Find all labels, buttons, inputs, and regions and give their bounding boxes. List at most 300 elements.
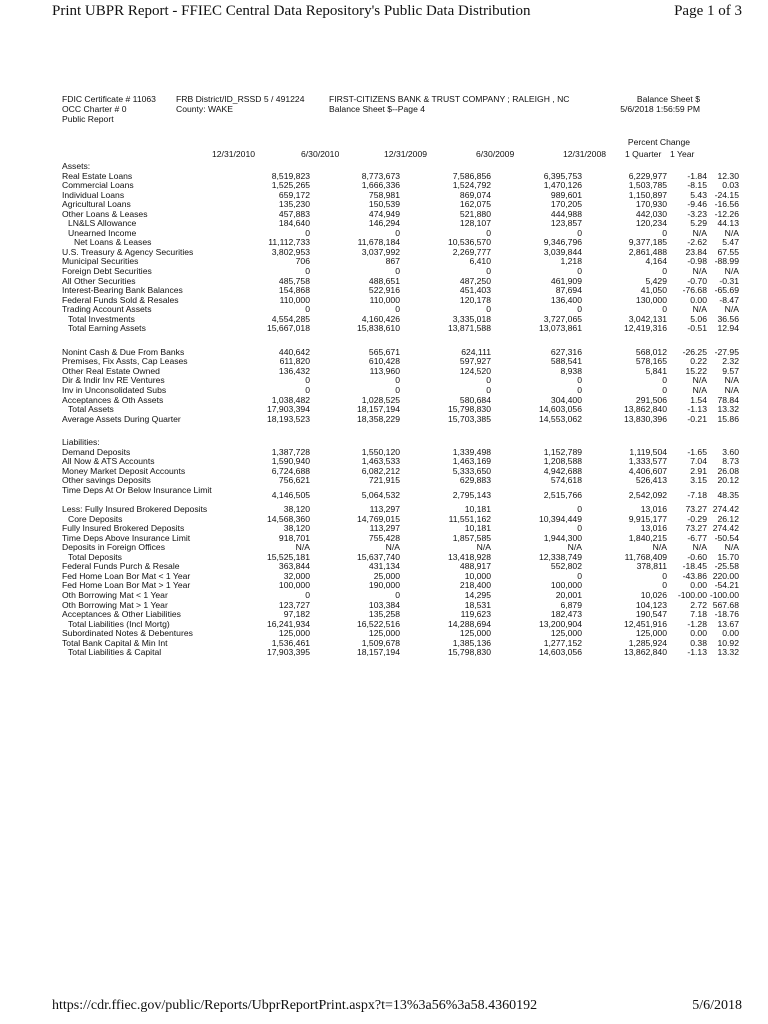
cell-value: 100,000 xyxy=(278,580,310,591)
row-label: Premises, Fix Assts, Cap Leases xyxy=(62,356,188,367)
cell-value: 12,419,316 xyxy=(623,323,667,334)
cell-pct-year: 8.73 xyxy=(722,456,739,467)
cell-value: 1,470,126 xyxy=(543,180,582,191)
cell-pct-year: -8.47 xyxy=(719,294,739,305)
cell-value: 1,503,785 xyxy=(628,180,667,191)
cell-pct-quarter: -43.86 xyxy=(682,570,707,581)
cell-pct-year: N/A xyxy=(724,385,739,396)
cell-pct-quarter: -18.45 xyxy=(682,561,707,572)
row-label: Less: Fully Insured Brokered Deposits xyxy=(62,504,208,515)
cell-value: 440,642 xyxy=(278,346,310,357)
row-label: Nonint Cash & Due From Banks xyxy=(62,346,185,357)
frb-district: FRB District/ID_RSSD 5 / 491224 xyxy=(176,94,305,104)
row-label: Subordinated Notes & Debentures xyxy=(62,628,193,639)
cell-value: 125,000 xyxy=(635,628,667,639)
cell-value: 2,861,488 xyxy=(628,246,667,257)
cell-pct-quarter: -0.60 xyxy=(687,551,707,562)
cell-value: 1,028,525 xyxy=(361,394,400,405)
cell-value: 0 xyxy=(395,227,400,238)
cell-value: 14,568,360 xyxy=(266,513,310,524)
cell-value: 15,703,385 xyxy=(447,413,491,424)
cell-value: 32,000 xyxy=(283,570,310,581)
cell-value: 38,120 xyxy=(283,523,310,534)
cell-value: 135,230 xyxy=(278,199,310,210)
cell-value: 97,182 xyxy=(283,609,310,620)
cell-value: 1,385,136 xyxy=(452,637,491,648)
cell-value: 9,915,177 xyxy=(628,513,667,524)
cell-value: 363,844 xyxy=(278,561,310,572)
cell-value: 1,509,678 xyxy=(361,637,400,648)
cell-value: 190,000 xyxy=(368,580,400,591)
cell-value: 0 xyxy=(577,523,582,534)
cell-value: 125,000 xyxy=(459,628,491,639)
cell-value: 87,694 xyxy=(555,285,582,296)
cell-value: 13,418,928 xyxy=(447,551,491,562)
cell-pct-quarter: -1.13 xyxy=(687,647,707,658)
cell-value: 16,241,934 xyxy=(266,618,310,629)
cell-pct-quarter: 7.18 xyxy=(690,609,707,620)
cell-pct-year: 26.12 xyxy=(717,513,739,524)
cell-value: N/A xyxy=(652,542,667,553)
row-label: Real Estate Loans xyxy=(62,170,133,181)
cell-value: 431,134 xyxy=(368,561,400,572)
cell-value: 6,410 xyxy=(469,256,491,267)
cell-value: 706 xyxy=(295,256,310,267)
row-label: Fully Insured Brokered Deposits xyxy=(62,523,185,534)
cell-value: 1,038,482 xyxy=(271,394,310,405)
cell-pct-quarter: N/A xyxy=(692,542,707,553)
cell-value: 565,671 xyxy=(368,346,400,357)
table-row xyxy=(62,323,739,334)
cell-value: 4,942,688 xyxy=(543,465,582,476)
cell-value: 989,601 xyxy=(550,189,582,200)
cell-pct-year: 15.86 xyxy=(717,413,739,424)
row-label: Commercial Loans xyxy=(62,180,134,191)
cell-pct-year: N/A xyxy=(724,304,739,315)
cell-value: 18,157,194 xyxy=(356,404,400,415)
cell-pct-quarter: 0.00 xyxy=(690,294,707,305)
row-label: Acceptances & Oth Assets xyxy=(62,394,164,405)
cell-value: 136,432 xyxy=(278,365,310,376)
cell-value: 304,400 xyxy=(550,394,582,405)
cell-value: 13,073,861 xyxy=(538,323,582,334)
cell-value: 568,012 xyxy=(635,346,667,357)
cell-pct-year: 5.47 xyxy=(722,237,739,248)
cell-value: 184,640 xyxy=(278,218,310,229)
cell-value: 3,042,131 xyxy=(628,313,667,324)
section-name: Balance Sheet $--Page 4 xyxy=(329,104,426,114)
table-row xyxy=(62,294,739,306)
row-label: Other Loans & Leases xyxy=(62,208,148,219)
cell-value: 170,930 xyxy=(635,199,667,210)
row-label: Total Earning Assets xyxy=(68,323,146,334)
row-label: Other savings Deposits xyxy=(62,475,151,486)
cell-pct-quarter: N/A xyxy=(692,227,707,238)
row-label: Federal Funds Sold & Resales xyxy=(62,294,179,305)
cell-value: 1,463,533 xyxy=(361,456,400,467)
cell-value: 6,879 xyxy=(560,599,582,610)
cell-value: 6,082,212 xyxy=(361,465,400,476)
cell-value: 5,064,532 xyxy=(361,489,400,500)
cell-value: 0 xyxy=(577,570,582,581)
cell-value: 17,903,394 xyxy=(266,404,310,415)
cell-value: 13,862,840 xyxy=(623,647,667,658)
cell-value: 4,406,607 xyxy=(628,465,667,476)
column-date-4: 6/30/2009 xyxy=(476,149,515,159)
cell-value: 6,724,688 xyxy=(271,465,310,476)
cell-value: 578,165 xyxy=(635,356,667,367)
row-label: All Now & ATS Accounts xyxy=(62,456,155,467)
row-label: Acceptances & Other Liabilities xyxy=(62,609,181,620)
cell-value: 10,536,570 xyxy=(447,237,491,248)
row-label: Total Liabilities & Capital xyxy=(68,647,162,658)
page-number: Page 1 of 3 xyxy=(674,3,742,19)
cell-value: 8,938 xyxy=(560,365,582,376)
cell-value: 120,178 xyxy=(459,294,491,305)
cell-value: 12,451,916 xyxy=(623,618,667,629)
cell-value: 113,297 xyxy=(369,504,400,515)
cell-value: 162,075 xyxy=(459,199,491,210)
cell-value: 128,107 xyxy=(459,218,491,229)
cell-pct-year: -16.56 xyxy=(714,199,739,210)
cell-value: 442,030 xyxy=(635,208,667,219)
cell-pct-quarter: 0.38 xyxy=(690,637,707,648)
cell-value: 104,123 xyxy=(635,599,667,610)
cell-value: 10,181 xyxy=(464,523,491,534)
cell-pct-quarter: -0.51 xyxy=(687,323,707,334)
column-date-5: 12/31/2008 xyxy=(563,149,607,159)
cell-value: 14,603,056 xyxy=(538,404,582,415)
cell-value: 110,000 xyxy=(279,294,310,305)
cell-value: 0 xyxy=(486,385,491,396)
cell-value: 119,623 xyxy=(460,609,491,620)
cell-value: 4,164 xyxy=(645,256,667,267)
cell-value: 610,428 xyxy=(368,356,400,367)
cell-value: 0 xyxy=(577,375,582,386)
row-label: Municipal Securities xyxy=(62,256,139,267)
cell-value: 125,000 xyxy=(368,628,400,639)
cell-pct-year: N/A xyxy=(724,227,739,238)
row-label: Time Deps Above Insurance Limit xyxy=(62,532,191,543)
row-label: U.S. Treasury & Agency Securities xyxy=(62,246,194,257)
report-header-meta xyxy=(620,94,700,114)
cell-pct-quarter: 0.00 xyxy=(690,628,707,639)
cell-value: 758,981 xyxy=(368,189,400,200)
table-row xyxy=(62,218,739,229)
row-label: Oth Borrowing Mat < 1 Year xyxy=(62,589,168,600)
cell-value: 38,120 xyxy=(283,504,310,515)
row-label: Unearned Income xyxy=(68,227,137,238)
cell-value: 150,539 xyxy=(368,199,400,210)
cell-value: 1,840,215 xyxy=(628,532,667,543)
cell-value: 15,637,740 xyxy=(356,551,400,562)
print-footer xyxy=(0,996,768,1024)
cell-value: 461,909 xyxy=(550,275,582,286)
cell-value: 0 xyxy=(662,375,667,386)
column-date-3: 12/31/2009 xyxy=(384,149,428,159)
cell-pct-quarter: -3.23 xyxy=(687,208,707,219)
cell-value: 1,285,924 xyxy=(628,637,667,648)
print-title: Print UBPR Report - FFIEC Central Data Repository's Public Data Distribution xyxy=(52,3,531,19)
cell-value: 4,554,285 xyxy=(271,313,310,324)
section-spacer xyxy=(62,424,702,438)
cell-pct-year: -24.15 xyxy=(714,189,739,200)
bank-name: FIRST-CITIZENS BANK & TRUST COMPANY ; RALEIGH , NC xyxy=(329,94,570,104)
cell-value: 0 xyxy=(305,375,310,386)
cell-value: 3,802,953 xyxy=(271,246,310,257)
cell-value: 120,234 xyxy=(635,218,667,229)
cell-value: 5,333,650 xyxy=(452,465,491,476)
cell-value: 0 xyxy=(577,304,582,315)
cell-value: 0 xyxy=(577,504,582,515)
row-label: Demand Deposits xyxy=(62,446,131,457)
cell-value: 1,944,300 xyxy=(543,532,582,543)
cell-value: 0 xyxy=(486,304,491,315)
cell-value: 12,338,749 xyxy=(538,551,582,562)
cell-value: 0 xyxy=(486,227,491,238)
cell-value: 457,883 xyxy=(278,208,310,219)
cell-value: 1,590,940 xyxy=(271,456,310,467)
cell-value: 0 xyxy=(662,227,667,238)
cell-value: 10,394,449 xyxy=(538,513,582,524)
cell-value: 11,551,162 xyxy=(448,513,491,524)
cell-value: 13,871,588 xyxy=(447,323,491,334)
cell-pct-quarter: 5.06 xyxy=(690,313,707,324)
cell-pct-year: -12.26 xyxy=(714,208,739,219)
cell-value: 8,519,823 xyxy=(271,170,310,181)
cell-pct-year: 48.35 xyxy=(717,489,739,500)
row-label: Total Investments xyxy=(68,313,135,324)
cell-value: 6,229,977 xyxy=(628,170,667,181)
cell-value: 0 xyxy=(486,266,491,277)
cell-value: 14,295 xyxy=(464,589,491,600)
column-one-quarter: 1 Quarter xyxy=(625,149,662,159)
cell-pct-quarter: 15.22 xyxy=(685,365,707,376)
cell-value: 41,050 xyxy=(640,285,667,296)
cell-value: 1,524,792 xyxy=(452,180,491,191)
cell-pct-quarter: N/A xyxy=(692,304,707,315)
cell-pct-year: 274.42 xyxy=(712,504,739,515)
row-label: Trading Account Assets xyxy=(62,304,152,315)
cell-value: 756,621 xyxy=(278,475,310,486)
cell-value: 1,152,789 xyxy=(543,446,582,457)
row-label: Total Deposits xyxy=(68,551,122,562)
cell-value: 0 xyxy=(305,589,310,600)
row-label: Core Deposits xyxy=(68,513,123,524)
cell-value: 597,927 xyxy=(459,356,491,367)
cell-value: 113,297 xyxy=(369,523,400,534)
cell-value: 378,811 xyxy=(636,561,667,572)
cell-value: 0 xyxy=(395,385,400,396)
cell-value: 18,531 xyxy=(464,599,491,610)
cell-value: 11,678,184 xyxy=(357,237,400,248)
cell-pct-year: 0.00 xyxy=(722,628,739,639)
cell-value: 10,000 xyxy=(464,570,491,581)
cell-pct-quarter: 5.43 xyxy=(690,189,707,200)
column-header xyxy=(62,134,702,162)
cell-value: 488,917 xyxy=(459,561,491,572)
table-row xyxy=(62,246,739,258)
section-spacer xyxy=(62,334,702,348)
cell-pct-year: 13.32 xyxy=(717,404,739,415)
cell-pct-year: 12.94 xyxy=(717,323,739,334)
cell-pct-year: 78.84 xyxy=(717,394,739,405)
cell-value: 1,536,461 xyxy=(271,637,310,648)
cell-value: 18,193,523 xyxy=(266,413,310,424)
cell-value: 869,074 xyxy=(459,189,491,200)
occ-charter: OCC Charter # 0 xyxy=(62,104,127,114)
report-header xyxy=(62,94,702,134)
cell-pct-year: N/A xyxy=(724,542,739,553)
cell-value: 20,001 xyxy=(555,589,582,600)
cell-pct-year: -50.54 xyxy=(714,532,739,543)
cell-pct-year: 13.32 xyxy=(717,647,739,658)
cell-pct-quarter: -7.18 xyxy=(687,489,707,500)
cell-value: 103,384 xyxy=(368,599,400,610)
cell-pct-quarter: N/A xyxy=(692,266,707,277)
cell-value: 125,000 xyxy=(278,628,310,639)
page-url: https://cdr.ffiec.gov/public/Reports/UbprReportPrint.aspx?t=13%3a56%3a58.4360192 xyxy=(52,998,538,1013)
cell-pct-year: 274.42 xyxy=(712,523,739,534)
cell-value: N/A xyxy=(385,542,400,553)
cell-value: 15,798,830 xyxy=(447,647,491,658)
cell-value: 3,335,018 xyxy=(452,313,491,324)
cell-value: 291,506 xyxy=(635,394,667,405)
cell-pct-quarter: 1.54 xyxy=(690,394,707,405)
cell-value: 552,802 xyxy=(550,561,582,572)
cell-pct-year: 44.13 xyxy=(717,218,739,229)
cell-value: 100,000 xyxy=(550,580,582,591)
cell-value: 3,727,065 xyxy=(543,313,582,324)
cell-pct-quarter: -0.70 xyxy=(687,275,707,286)
cell-value: 13,200,904 xyxy=(538,618,582,629)
cell-pct-quarter: 73.27 xyxy=(685,523,707,534)
cell-value: 14,288,694 xyxy=(447,618,491,629)
cell-value: 170,205 xyxy=(550,199,582,210)
row-label: Federal Funds Purch & Resale xyxy=(62,561,180,572)
cell-pct-quarter: -100.00 xyxy=(677,589,707,600)
cell-pct-year: -27.95 xyxy=(714,346,739,357)
cell-pct-year: 67.55 xyxy=(717,246,739,257)
public-report-label: Public Report xyxy=(62,114,114,124)
cell-value: 1,339,498 xyxy=(452,446,491,457)
cell-value: 9,346,796 xyxy=(543,237,582,248)
cell-value: 4,160,426 xyxy=(361,313,400,324)
table-row xyxy=(62,647,739,658)
row-label: Average Assets During Quarter xyxy=(62,413,181,424)
cell-value: 0 xyxy=(662,385,667,396)
cell-value: 0 xyxy=(662,570,667,581)
cell-pct-quarter: 2.72 xyxy=(690,599,707,610)
cell-value: 14,553,062 xyxy=(538,413,582,424)
cell-value: 123,727 xyxy=(278,599,310,610)
cell-value: 611,820 xyxy=(279,356,310,367)
cell-value: 15,798,830 xyxy=(447,404,491,415)
cell-pct-quarter: -9.46 xyxy=(687,199,707,210)
cell-pct-quarter: 0.22 xyxy=(690,356,707,367)
table-row xyxy=(62,256,739,267)
percent-change-title: Percent Change xyxy=(627,137,690,147)
table-row xyxy=(62,484,739,505)
cell-value: 146,294 xyxy=(368,218,400,229)
cell-value: 190,547 xyxy=(635,609,667,620)
cell-pct-year: 220.00 xyxy=(712,570,739,581)
cell-value: 7,586,856 xyxy=(452,170,491,181)
row-label: Money Market Deposit Accounts xyxy=(62,465,186,476)
row-label: Assets: xyxy=(62,161,91,171)
row-label: Individual Loans xyxy=(62,189,125,200)
row-label: Fed Home Loan Bor Mat < 1 Year xyxy=(62,570,191,581)
row-label: Total Assets xyxy=(68,404,114,415)
cell-value: 1,550,120 xyxy=(361,446,400,457)
cell-value: 13,016 xyxy=(640,523,667,534)
cell-value: 659,172 xyxy=(278,189,310,200)
cell-value: 13,830,396 xyxy=(623,413,667,424)
cell-value: 0 xyxy=(577,227,582,238)
cell-value: 13,016 xyxy=(640,504,667,515)
row-label: Inv in Unconsolidated Subs xyxy=(62,385,167,396)
column-date-2: 6/30/2010 xyxy=(301,149,340,159)
cell-value: 867 xyxy=(385,256,400,267)
balance-sheet-table xyxy=(62,161,739,658)
cell-pct-quarter: 23.84 xyxy=(685,246,707,257)
cell-value: 5,841 xyxy=(645,365,667,376)
row-label: Net Loans & Leases xyxy=(74,237,152,248)
cell-pct-year: -54.21 xyxy=(714,580,739,591)
cell-value: 0 xyxy=(305,304,310,315)
cell-value: 16,522,516 xyxy=(356,618,400,629)
cell-value: 0 xyxy=(486,375,491,386)
cell-value: 444,988 xyxy=(550,208,582,219)
cell-value: 0 xyxy=(662,304,667,315)
row-label: Interest-Bearing Bank Balances xyxy=(62,285,183,296)
cell-value: N/A xyxy=(567,542,582,553)
cell-value: 136,400 xyxy=(550,294,582,305)
cell-value: 588,541 xyxy=(550,356,582,367)
cell-value: 4,146,505 xyxy=(271,489,310,500)
cell-value: 110,000 xyxy=(369,294,400,305)
cell-value: 14,769,015 xyxy=(356,513,400,524)
cell-pct-quarter: 5.29 xyxy=(690,218,707,229)
cell-value: 182,473 xyxy=(550,609,582,620)
table-row xyxy=(62,413,739,425)
row-label: Total Liabilities (Incl Mortg) xyxy=(68,618,170,629)
cell-value: 1,218 xyxy=(560,256,582,267)
cell-value: 0 xyxy=(395,375,400,386)
cell-value: 485,758 xyxy=(278,275,310,286)
cell-value: 755,428 xyxy=(368,532,400,543)
cell-value: 574,618 xyxy=(550,475,582,486)
cell-pct-year: 26.08 xyxy=(717,465,739,476)
cell-value: 0 xyxy=(662,266,667,277)
cell-pct-quarter: -0.29 xyxy=(687,513,707,524)
column-one-year: 1 Year xyxy=(670,149,695,159)
cell-pct-year: 36.56 xyxy=(717,313,739,324)
cell-pct-quarter: -1.65 xyxy=(687,446,707,457)
cell-pct-quarter: 3.15 xyxy=(690,475,707,486)
cell-value: 17,903,395 xyxy=(266,647,310,658)
cell-value: 0 xyxy=(662,580,667,591)
cell-value: 125,000 xyxy=(550,628,582,639)
cell-value: 10,026 xyxy=(640,589,667,600)
cell-value: 0 xyxy=(305,227,310,238)
cell-value: 627,316 xyxy=(550,346,582,357)
print-header xyxy=(0,0,768,28)
cell-value: 2,795,143 xyxy=(452,489,491,500)
cell-pct-quarter: -0.98 xyxy=(687,256,707,267)
cell-value: 526,413 xyxy=(635,475,667,486)
cell-value: 1,525,265 xyxy=(271,180,310,191)
